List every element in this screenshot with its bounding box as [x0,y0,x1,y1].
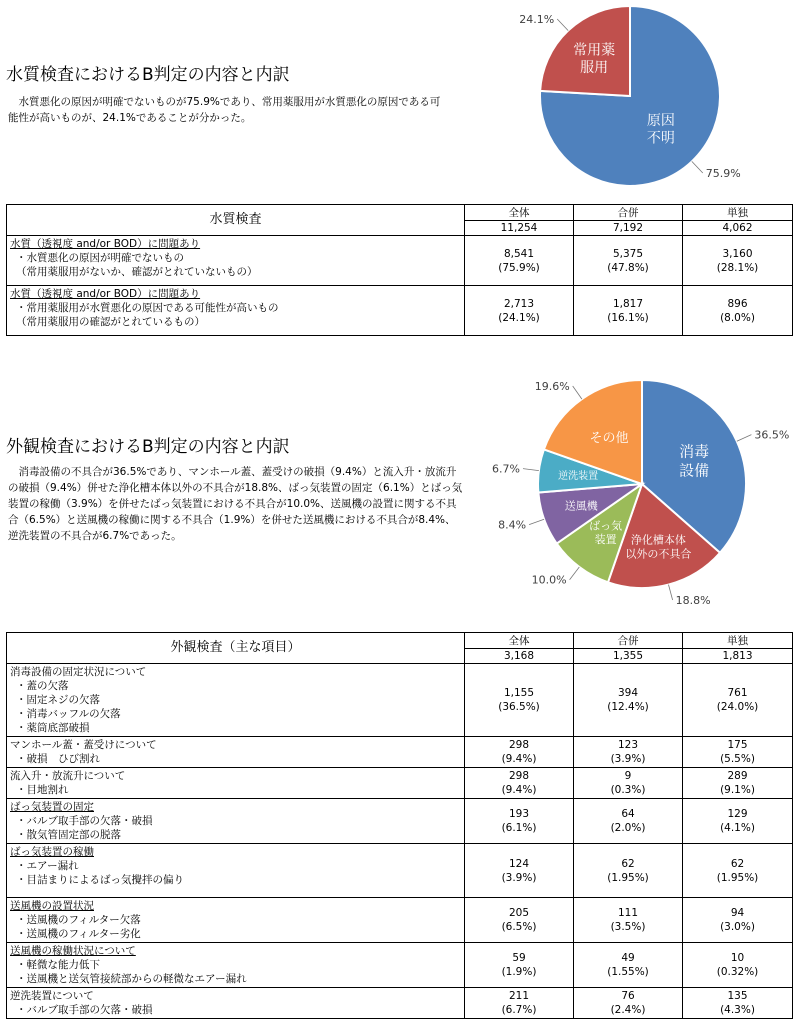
visual-col-single-total: 1,813 [722,649,753,662]
water-description: 水質悪化の原因が明確でないものが75.9%であり、常用薬服用が水質悪化の原因である可能性が高いものが、24.1%であることが分かった。 [8,96,441,124]
water-slice-label-1: 常用薬服用 [573,42,616,77]
water-table [6,204,793,336]
water-pie-svg [460,0,800,200]
visual-row-title: 消毒設備の固定状況について [10,666,147,678]
visual-value-text: (1.95%) [607,871,649,884]
visual-row-item: ・送風機のフィルター欠落 [16,914,141,926]
visual-value-cell [574,737,683,768]
water-value-label-1: 24.1% [519,13,555,26]
visual-value-cell [465,737,574,768]
water-value-cell [683,236,793,286]
water-col-all-total: 11,254 [500,221,538,234]
water-slice-label-0: 原因不明 [646,113,675,147]
visual-value-text: (1.9%) [501,966,537,978]
visual-value-text: 298 [508,770,530,782]
visual-row-item: ・蓋の欠落 [16,680,69,692]
visual-value-text: (3.5%) [610,921,646,933]
water-value-cell [574,286,683,336]
visual-value-text: (5.5%) [720,753,755,765]
visual-table-row [7,898,793,943]
visual-section-title: 外観検査におけるB判定の内容と内訳 [6,437,290,457]
visual-row-item: ・消毒バッフルの欠落 [16,708,121,720]
water-leader-1 [557,19,568,31]
visual-col-combined-name: 合併 [574,634,682,649]
visual-value-text: (1.95%) [716,871,759,884]
visual-value-text: (3.0%) [720,921,755,933]
water-row-item: （常用薬服用がないか、確認がとれていないもの） [16,266,258,278]
visual-row-title: ばっ気装置の固定 [10,801,94,813]
visual-value-text: (6.5%) [501,921,537,933]
water-value-text: (28.1%) [716,261,759,274]
visual-value-cell [574,844,683,898]
visual-value-text: 289 [727,770,748,782]
visual-leader-2 [570,567,580,580]
visual-value-cell [465,664,574,737]
visual-value-text: 123 [617,739,639,751]
water-table-row [7,236,793,286]
visual-value-cell [465,898,574,943]
visual-row-title: 逆洗装置について [10,990,94,1002]
water-value-label-0: 75.9% [705,167,741,180]
visual-value-cell [465,799,574,844]
visual-row-item: ・バルブ取手部の欠落・破損 [16,1004,153,1016]
visual-value-text: 62 [621,857,635,870]
visual-table-row [7,943,793,988]
visual-value-text: 761 [727,687,748,699]
water-table-header: 水質検査 [7,205,465,236]
visual-row-title: 送風機の稼働状況について [10,945,136,957]
visual-value-cell [574,768,683,799]
visual-value-text: (12.4%) [607,701,649,713]
visual-pie-chart [480,360,800,610]
visual-value-text: 59 [512,952,526,964]
water-value-text: (75.9%) [498,261,540,274]
visual-col-all-total: 3,168 [503,649,535,662]
water-col-single-name: 単独 [683,206,792,221]
visual-table-header: 外観検査（主な項目） [7,633,465,664]
visual-value-text: 49 [621,952,635,964]
visual-row-item: ・エアー漏れ [16,860,79,872]
water-value-text: (47.8%) [607,261,649,274]
visual-row-item: ・送風機と送気管接続部からの軽微なエアー漏れ [16,973,247,985]
visual-value-text: (4.1%) [720,822,755,834]
water-value-cell [574,236,683,286]
water-value-text: 3,160 [722,247,753,260]
visual-table-row [7,799,793,844]
visual-value-label-1: 18.8% [675,594,711,607]
visual-value-text: (6.7%) [501,1004,537,1016]
visual-value-text: 94 [730,907,745,919]
visual-slice-label-3: 送風機 [564,499,598,513]
water-col-single-total: 4,062 [722,221,753,234]
water-col-single [683,205,793,236]
visual-value-text: 124 [508,857,530,870]
visual-value-text: 111 [617,907,639,919]
visual-col-combined-total: 1,355 [612,649,644,662]
visual-slice-label-2: ばっ気装置 [589,519,623,547]
visual-value-cell [683,664,793,737]
water-row-label-cell [7,286,465,336]
visual-value-text: (2.0%) [610,822,646,834]
visual-value-text: (3.9%) [610,753,646,765]
visual-value-cell [574,988,683,1019]
visual-col-combined [574,633,683,664]
visual-value-text: 10 [730,952,745,964]
visual-slice-label-0: 消毒設備 [679,442,710,480]
visual-value-cell [465,768,574,799]
water-pie-chart [460,0,800,200]
visual-row-title: ばっ気装置の稼働 [10,846,94,858]
visual-value-text: (3.9%) [501,871,537,884]
water-table-row [7,286,793,336]
water-value-text: 896 [727,297,748,310]
visual-leader-4 [523,469,539,471]
visual-row-item: ・目地割れ [16,784,69,796]
visual-value-cell [683,799,793,844]
water-value-text: 8,541 [503,247,535,260]
visual-value-cell [683,844,793,898]
visual-value-cell [683,988,793,1019]
water-row-item: ・水質悪化の原因が明確でないもの [16,252,184,264]
water-value-cell [465,286,574,336]
water-value-text: 1,817 [612,297,644,310]
visual-value-text: 394 [617,687,639,699]
visual-value-text: (1.55%) [607,966,649,978]
visual-pie-svg [480,360,800,610]
water-value-text: (8.0%) [720,311,755,324]
visual-leader-3 [529,519,544,524]
visual-row-label-cell [7,988,465,1019]
visual-row-label-cell [7,898,465,943]
water-row-title: 水質（透視度 and/or BOD）に問題あり [10,288,201,300]
visual-row-label-cell [7,768,465,799]
visual-leader-0 [737,435,752,442]
water-row-item: ・常用薬服用が水質悪化の原因である可能性が高いもの [16,302,279,314]
visual-value-text: 129 [727,808,748,820]
visual-value-cell [683,737,793,768]
visual-row-title: マンホール蓋・蓋受けについて [10,739,157,751]
visual-row-title: 送風機の設置状況 [10,900,94,912]
visual-table-row [7,844,793,898]
water-section-title: 水質検査におけるB判定の内容と内訳 [6,65,290,85]
water-value-text: 2,713 [503,297,535,310]
visual-value-label-3: 8.4% [498,518,527,532]
visual-row-label-cell [7,844,465,898]
visual-col-all [465,633,574,664]
visual-leader-5 [573,386,582,399]
visual-slice-label-1: 浄化槽本体以外の不具合 [625,533,692,561]
visual-table-row [7,768,793,799]
visual-value-label-2: 10.0% [531,573,567,587]
visual-value-text: (9.4%) [501,784,537,796]
water-row-label-cell [7,236,465,286]
visual-row-item: ・軽微な能力低下 [16,959,100,971]
visual-value-text: 62 [730,857,745,870]
visual-value-cell [574,943,683,988]
visual-row-title: 流入升・放流升について [10,770,126,782]
visual-value-text: (0.32%) [716,966,759,978]
visual-table [6,632,793,1019]
water-row-title: 水質（透視度 and/or BOD）に問題あり [10,238,201,250]
visual-row-item: ・散気管固定部の脱落 [16,829,121,841]
visual-row-label-cell [7,664,465,737]
water-value-cell [465,236,574,286]
visual-row-item: ・薬筒底部破損 [16,722,90,734]
visual-value-cell [465,844,574,898]
water-col-combined-total: 7,192 [612,221,644,234]
visual-value-text: (4.3%) [720,1004,755,1016]
visual-value-text: 135 [727,990,748,1002]
visual-value-cell [574,799,683,844]
visual-row-item: ・固定ネジの欠落 [16,694,100,706]
visual-value-text: (9.4%) [501,753,537,765]
visual-value-text: 1,155 [503,687,535,699]
visual-col-single-name: 単独 [683,634,792,649]
visual-value-text: (2.4%) [610,1004,646,1016]
visual-value-cell [574,898,683,943]
visual-value-text: (9.1%) [720,784,755,796]
visual-slice-label-4: 逆洗装置 [558,471,599,483]
visual-value-text: 193 [508,808,530,820]
water-value-text: (24.1%) [498,311,540,324]
visual-value-text: (0.3%) [610,784,646,796]
visual-row-item: ・バルブ取手部の欠落・破損 [16,815,153,827]
visual-value-text: 211 [508,990,530,1002]
water-value-text: (16.1%) [607,311,649,324]
visual-value-cell [465,943,574,988]
visual-value-cell [683,898,793,943]
water-col-all [465,205,574,236]
visual-value-cell [465,988,574,1019]
water-col-combined [574,205,683,236]
visual-value-text: (6.1%) [501,822,537,834]
visual-value-text: 76 [621,990,635,1002]
visual-row-label-cell [7,737,465,768]
visual-table-row [7,988,793,1019]
visual-value-cell [574,664,683,737]
visual-col-single [683,633,793,664]
visual-leader-1 [669,585,673,600]
visual-value-text: (24.0%) [716,701,759,713]
visual-row-item: ・破損 ひび割れ [16,753,100,765]
visual-value-text: 64 [621,808,635,820]
visual-row-label-cell [7,799,465,844]
water-leader-0 [692,161,703,173]
visual-value-text: 175 [727,739,748,751]
visual-value-cell [683,768,793,799]
visual-table-row [7,664,793,737]
visual-col-all-name: 全体 [465,634,573,649]
visual-row-item: ・送風機のフィルター劣化 [16,928,141,940]
water-col-all-name: 全体 [465,206,573,221]
visual-value-label-5: 19.6% [534,380,570,393]
visual-value-text: 298 [508,739,530,751]
visual-value-text: 9 [624,770,632,782]
visual-value-text: (36.5%) [498,701,540,713]
visual-value-label-4: 6.7% [492,462,520,476]
visual-row-item: ・目詰まりによるばっ気攪拌の偏り [16,874,184,886]
water-col-combined-name: 合併 [574,206,682,221]
visual-value-cell [683,943,793,988]
visual-description: 消毒設備の不具合が36.5%であり、マンホール蓋、蓋受けの破損（9.4%）と流入升・放流升の破損（9.4%）併せた浄化槽本体以外の不具合が18.8%、ばっ気装置の固定（6.1%）とばっ気装置の稼働（3.9%）を併せたばっ気装置における不具合が10.0%、送風機の設置に関する不具合（6.5%）と送風機の稼働に関する不具合（1.9%）を併せた送風機における不具合が8.4%、逆洗装置の不具合が6.7%であった。 [8,466,463,542]
visual-value-text: 205 [508,907,530,919]
water-value-cell [683,286,793,336]
visual-value-label-0: 36.5% [754,428,790,442]
visual-row-label-cell [7,943,465,988]
water-row-item: （常用薬服用の確認がとれているもの） [16,316,205,328]
visual-slice-label-5: その他 [589,430,629,446]
visual-table-row [7,737,793,768]
water-value-text: 5,375 [612,247,644,260]
